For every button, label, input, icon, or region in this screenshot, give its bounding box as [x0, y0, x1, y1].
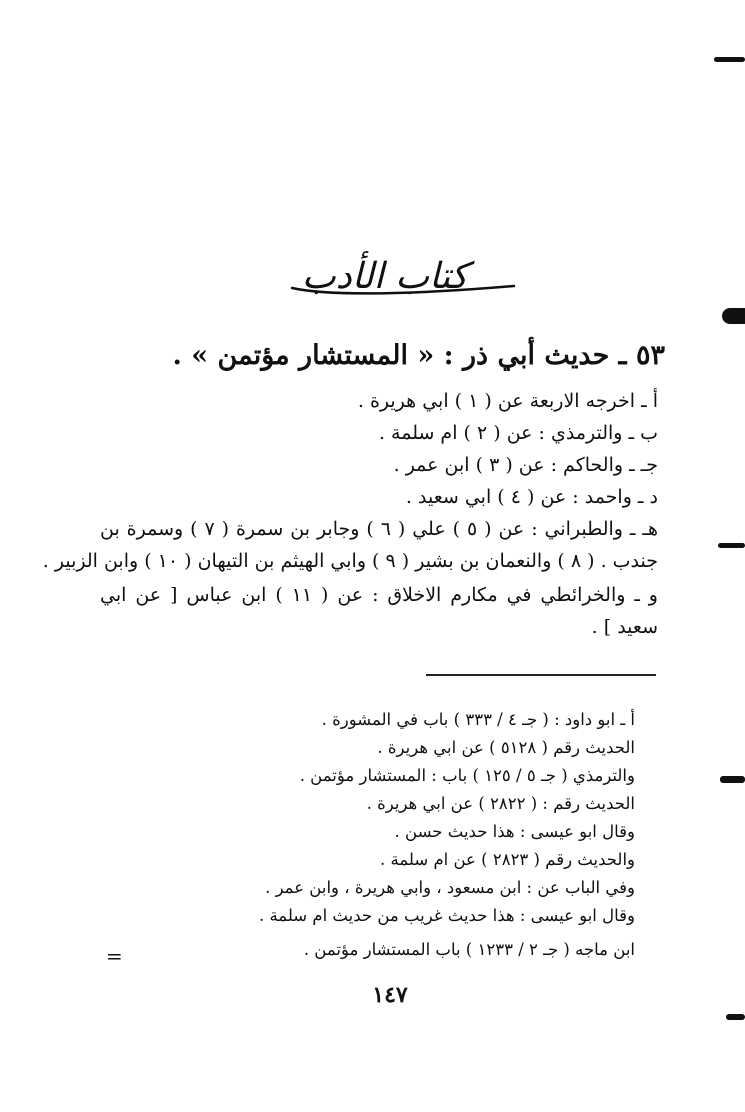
page-number: ١٤٧ [372, 982, 408, 1008]
footnote-line: وقال ابو عيسى : هذا حديث حسن . [394, 822, 635, 841]
scan-edge-mark [726, 1014, 745, 1020]
footnote-line: الحديث رقم ( ٥١٢٨ ) عن ابي هريرة . [377, 738, 635, 757]
main-text-line: أ ـ اخرجه الاربعة عن ( ١ ) ابي هريرة . [357, 390, 658, 412]
scan-edge-mark [722, 308, 745, 324]
main-text-line: جندب . ( ٨ ) والنعمان بن بشير ( ٩ ) وابي الهيثم بن التيهان ( ١٠ ) وابن الزبير . [42, 550, 658, 572]
continuation-mark: = [106, 944, 123, 968]
chapter-title: كتاب الأدب [301, 256, 469, 297]
hadith-heading: ٥٣ ـ حديث أبي ذر : « المستشار مؤتمن » . [172, 340, 665, 371]
main-text-line: و ـ والخرائطي في مكارم الاخلاق : عن ( ١١ ) ابن عباس [ عن ابي [100, 584, 658, 606]
footnote-line: والحديث رقم ( ٢٨٢٣ ) عن ام سلمة . [380, 850, 635, 869]
main-text-line: د ـ واحمد : عن ( ٤ ) ابي سعيد . [405, 486, 658, 508]
footnote-line: وفي الباب عن : ابن مسعود ، وابي هريرة ، وابن عمر . [265, 878, 635, 897]
title-swash-ornament [288, 282, 518, 296]
footnote-line: أ ـ ابو داود : ( جـ ٤ / ٣٣٣ ) باب في المشورة . [321, 710, 635, 729]
main-text-line: جـ ـ والحاكم : عن ( ٣ ) ابن عمر . [393, 454, 658, 476]
footnote-line: الحديث رقم : ( ٢٨٢٢ ) عن ابي هريرة . [366, 794, 635, 813]
footnote-line: والترمذي ( جـ ٥ / ١٢٥ ) باب : المستشار مؤتمن . [299, 766, 635, 785]
scan-edge-mark [718, 543, 745, 548]
main-text-line: سعيد ] . [591, 616, 658, 638]
scan-edge-mark [720, 776, 745, 783]
footnote-separator [426, 674, 656, 676]
main-text-line: هـ ـ والطبراني : عن ( ٥ ) علي ( ٦ ) وجابر بن سمرة ( ٧ ) وسمرة بن [100, 518, 659, 540]
scan-edge-mark [714, 57, 745, 62]
main-text-line: ب ـ والترمذي : عن ( ٢ ) ام سلمة . [378, 422, 658, 444]
footnote-line: وقال ابو عيسى : هذا حديث غريب من حديث ام سلمة . [258, 906, 635, 925]
footnote-line: ابن ماجه ( جـ ٢ / ١٢٣٣ ) باب المستشار مؤتمن . [303, 940, 635, 959]
